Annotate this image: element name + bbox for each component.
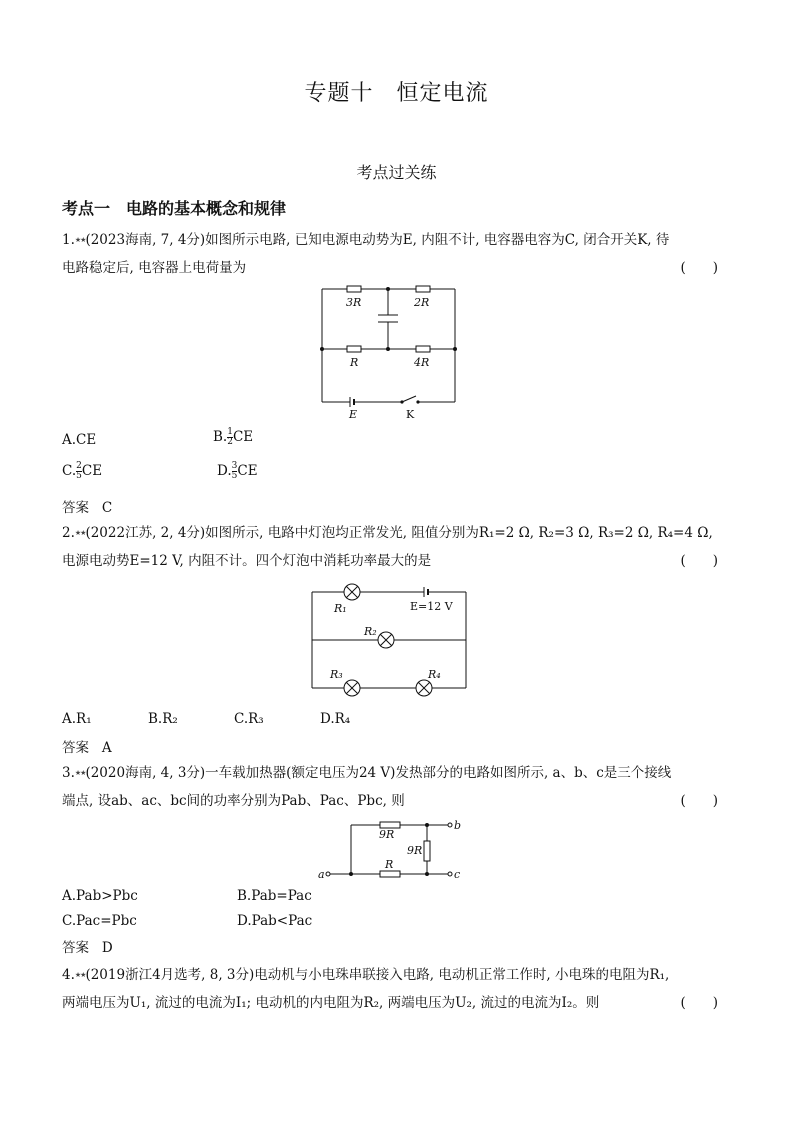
answer-blank: ( )	[680, 260, 718, 276]
option-b[interactable]	[213, 428, 253, 447]
question-4	[62, 961, 718, 1017]
circuit-diagram-3	[315, 816, 465, 884]
lamp-label: R₁	[334, 602, 347, 615]
option-b[interactable]: B.Pab=Pac	[237, 888, 312, 904]
question-4-text-1: (2019浙江4月选考, 8, 3分)电动机与小电珠串联接入电路, 电动机正常工作时, 小电珠的电阻为R₁,	[85, 967, 670, 983]
option-d[interactable]	[217, 462, 258, 481]
difficulty-stars: ★★	[74, 769, 86, 777]
answer-label: 答案	[62, 940, 89, 956]
question-2-text-1: (2022江苏, 2, 4分)如图所示, 电路中灯泡均正常发光, 阻值分别为R₁=2 Ω, R₂=3 Ω, R₃=2 Ω, R₄=4 Ω,	[85, 525, 713, 541]
fraction-numerator: 1	[227, 427, 233, 437]
question-1	[62, 226, 718, 282]
option-c-suffix: CE	[81, 463, 103, 479]
answer-label: 答案	[62, 500, 89, 516]
circuit-diagram-2	[300, 582, 480, 700]
question-4-line-2	[62, 989, 718, 1017]
option-b[interactable]: B.R₂	[148, 711, 178, 727]
terminal-label: b	[454, 819, 462, 832]
difficulty-stars: ★★	[74, 529, 86, 537]
terminal-label: a	[318, 868, 325, 881]
question-4-text-2: 两端电压为U₁, 流过的电流为I₁; 电动机的内电阻为R₂, 两端电压为U₂, 流过的电流为I₂。则	[62, 995, 600, 1011]
fraction-numerator: 2	[76, 461, 82, 471]
question-3-text-1: (2020海南, 4, 3分)一车载加热器(额定电压为24 V)发热部分的电路如图所示, a、b、c是三个接线	[85, 765, 672, 781]
option-c-prefix: C.	[62, 463, 77, 479]
switch-label: K	[406, 408, 415, 421]
question-4-number: 4.	[62, 967, 75, 983]
question-2-line-1	[62, 519, 718, 547]
option-d-prefix: D.	[217, 463, 232, 479]
section-subtitle: 考点过关练	[356, 163, 437, 182]
answer-3	[62, 936, 113, 956]
resistor-label: R	[350, 356, 359, 369]
option-c[interactable]	[62, 462, 102, 481]
question-2-text-2: 电源电动势E=12 V, 内阻不计。四个灯泡中消耗功率最大的是	[62, 553, 432, 569]
question-1-line-2	[62, 254, 718, 282]
source-label: E	[349, 408, 358, 421]
resistor-label: 9R	[379, 828, 395, 841]
answer-value: D	[101, 940, 113, 956]
fraction-denominator: 5	[76, 471, 82, 481]
question-3-number: 3.	[62, 765, 75, 781]
option-d-suffix: CE	[237, 463, 258, 479]
option-d[interactable]: D.R₄	[320, 711, 351, 727]
option-c[interactable]: C.R₃	[234, 711, 264, 727]
answer-blank: ( )	[680, 995, 718, 1011]
question-2-number: 2.	[62, 525, 75, 541]
question-3-line-2	[62, 787, 718, 815]
answer-2	[62, 736, 112, 756]
question-4-line-1	[62, 961, 718, 989]
answer-value: A	[101, 740, 112, 756]
option-a[interactable]: A.CE	[62, 432, 97, 448]
question-1-text-1: (2023海南, 7, 4分)如图所示电路, 已知电源电动势为E, 内阻不计, 电容器电容为C, 闭合开关K, 待	[85, 232, 670, 248]
lamp-label: R₃	[330, 668, 343, 681]
question-1-line-1	[62, 226, 718, 254]
resistor-label: 4R	[414, 356, 430, 369]
lamp-label: R₂	[364, 625, 377, 638]
option-c[interactable]: C.Pac=Pbc	[62, 913, 137, 929]
resistor-label: 3R	[346, 296, 362, 309]
resistor-label: R	[385, 858, 394, 871]
fraction-denominator: 2	[227, 437, 233, 447]
answer-blank: ( )	[680, 553, 718, 569]
circuit-diagram-1	[310, 282, 470, 421]
question-1-text-2: 电路稳定后, 电容器上电荷量为	[62, 260, 247, 276]
resistor-label: 2R	[414, 296, 430, 309]
answer-blank: ( )	[680, 793, 718, 809]
question-3	[62, 759, 718, 815]
question-3-text-2: 端点, 设ab、ac、bc间的功率分别为Pab、Pac、Pbc, 则	[62, 793, 405, 809]
resistor-label: 9R	[407, 844, 423, 857]
question-3-line-1	[62, 759, 718, 787]
lamp-label: R₄	[428, 668, 441, 681]
option-a[interactable]: A.Pab>Pbc	[62, 888, 138, 904]
question-2-line-2	[62, 547, 718, 575]
answer-value: C	[101, 500, 113, 516]
difficulty-stars: ★★	[74, 236, 86, 244]
option-a[interactable]: A.R₁	[62, 711, 92, 727]
question-2	[62, 519, 718, 575]
option-d[interactable]: D.Pab<Pac	[237, 913, 313, 929]
source-label: E=12 V	[410, 600, 453, 613]
option-b-prefix: B.	[213, 429, 228, 445]
option-b-suffix: CE	[232, 429, 254, 445]
page-title: 专题十 恒定电流	[304, 81, 489, 106]
answer-label: 答案	[62, 740, 89, 756]
terminal-label: c	[454, 868, 461, 881]
difficulty-stars: ★★	[74, 971, 86, 979]
fraction-denominator: 5	[231, 471, 238, 481]
fraction-numerator: 3	[231, 461, 238, 471]
question-1-number: 1.	[62, 232, 75, 248]
topic-heading: 考点一 电路的基本概念和规律	[62, 199, 287, 218]
answer-1	[62, 496, 112, 516]
